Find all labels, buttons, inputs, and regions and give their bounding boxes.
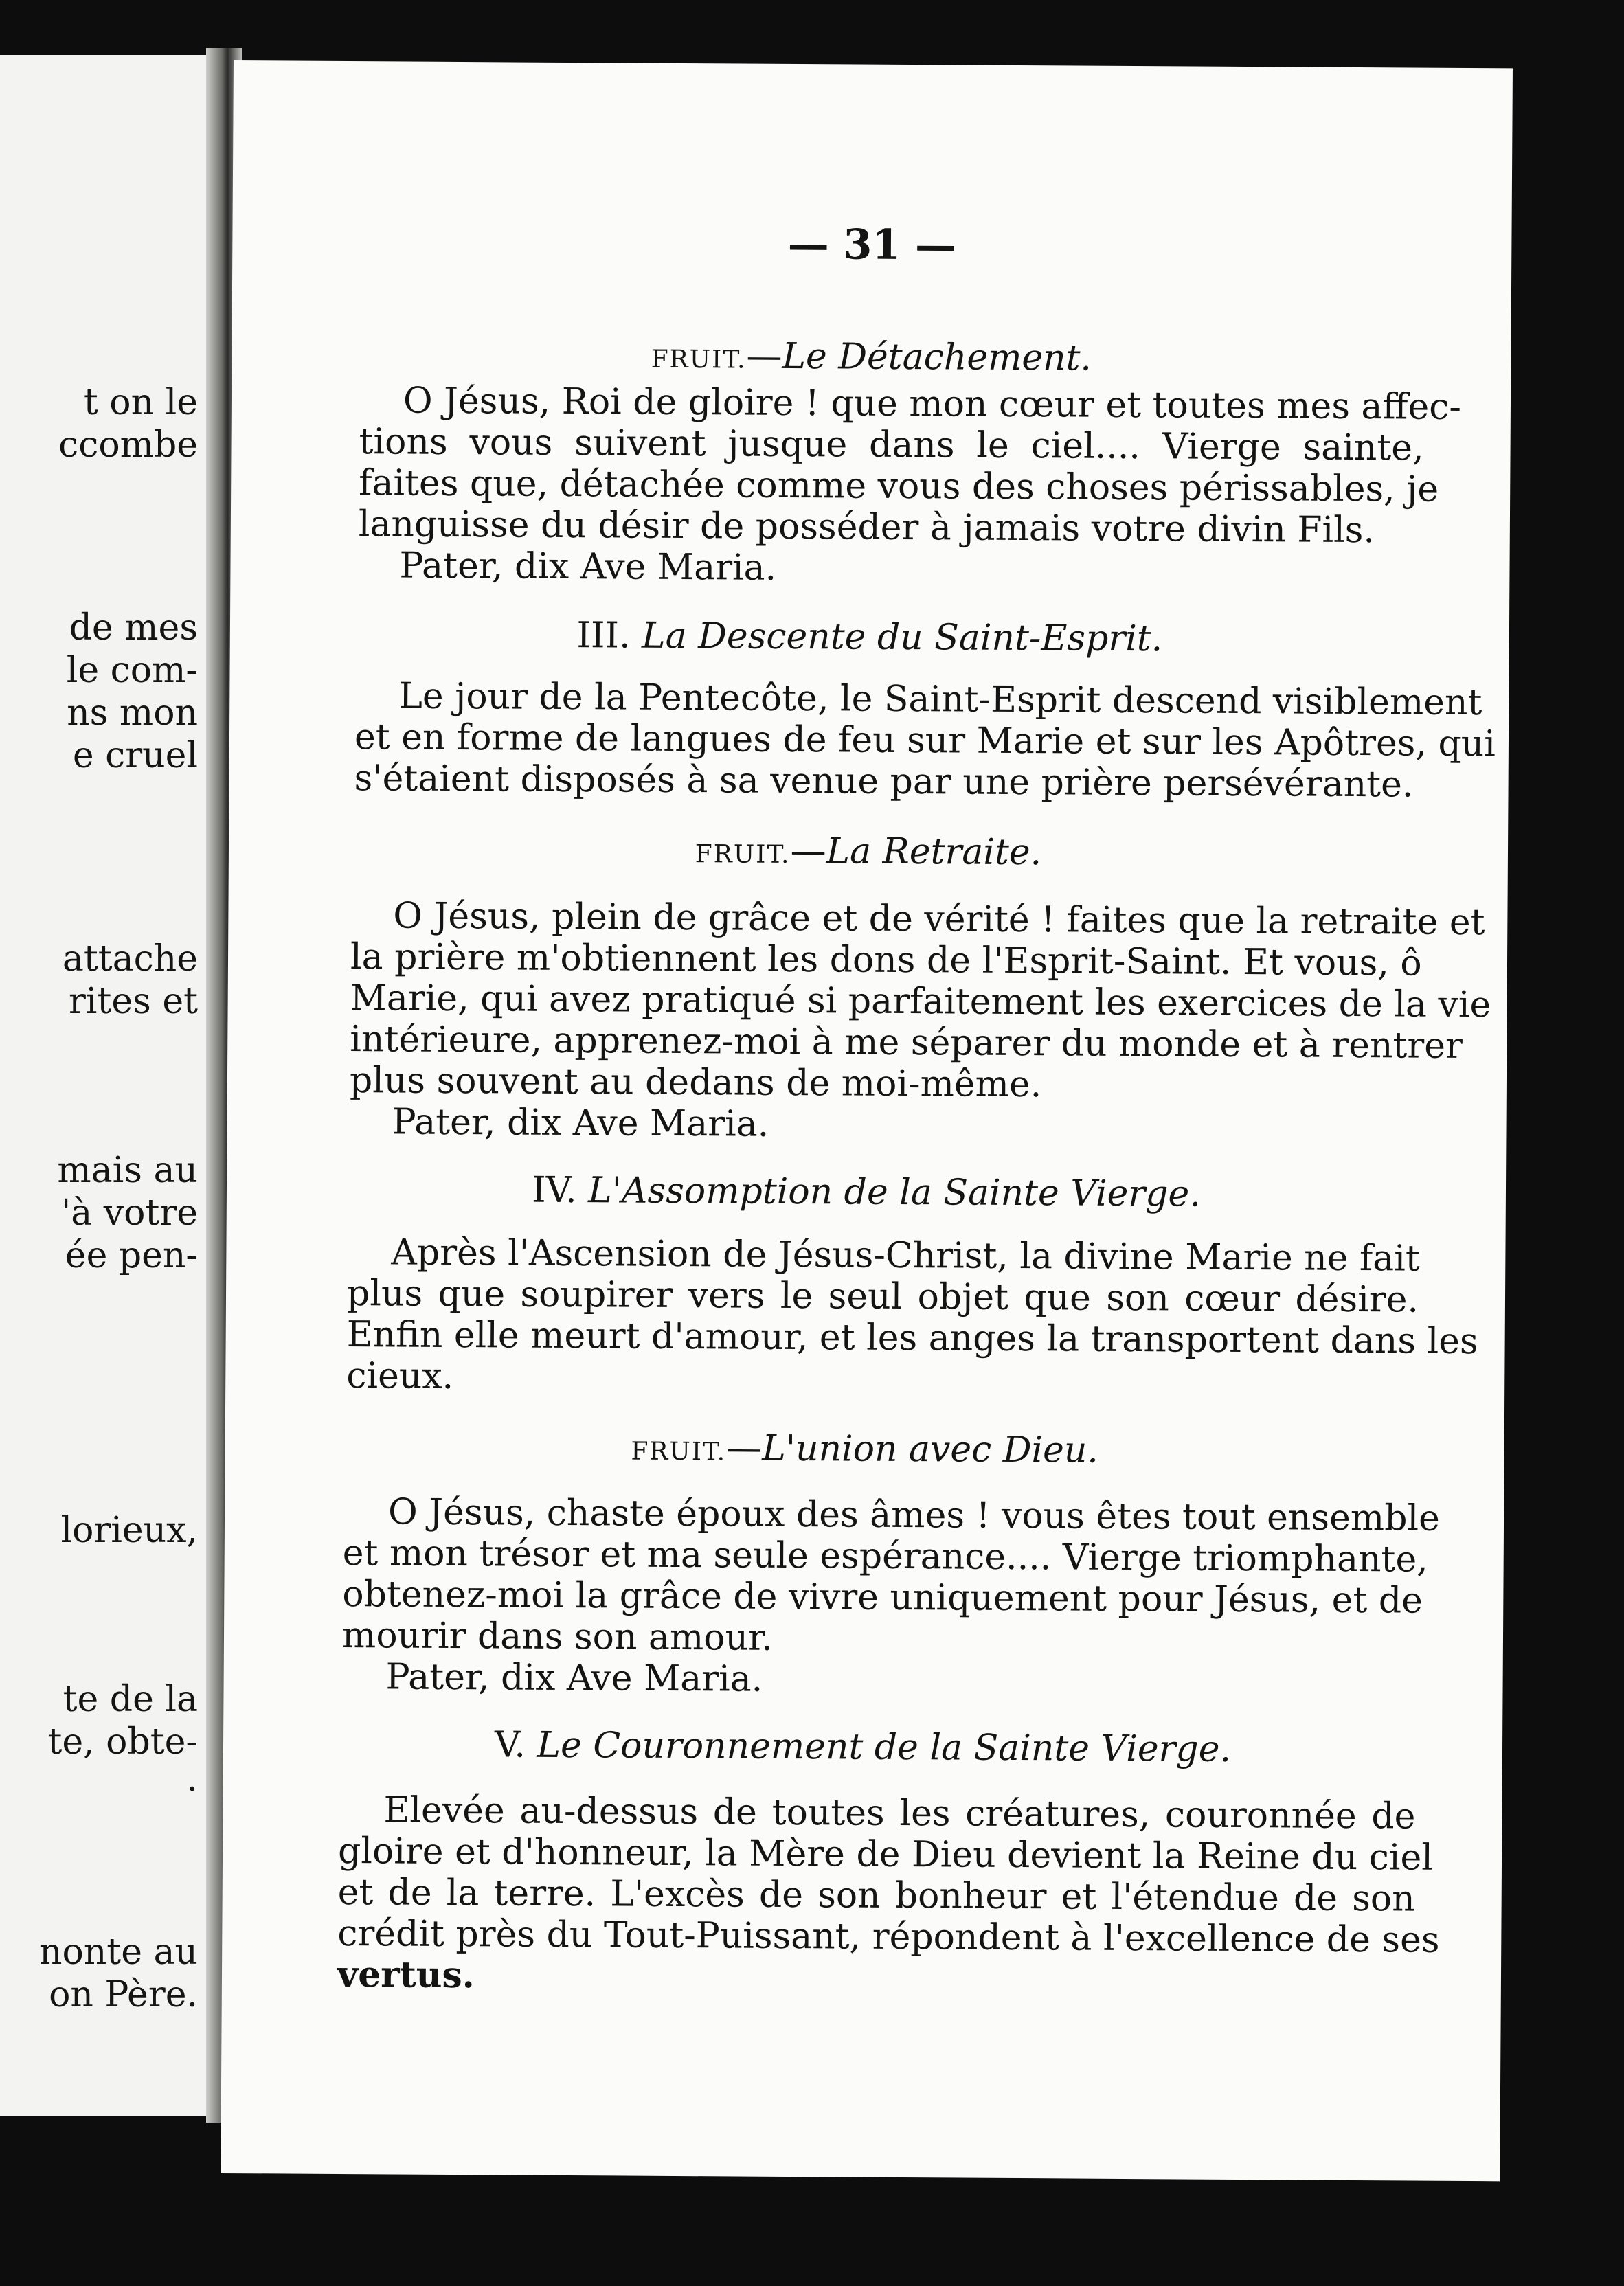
paragraph-line: tions vous suivent jusque dans le ciel.... Vierge sainte, (359, 421, 1424, 469)
paragraph-line: faites que, détachée comme vous des choses périssables, je (359, 462, 1439, 510)
paragraph-line: Après l'Ascension de Jésus-Christ, la divine Marie ne fait (391, 1232, 1420, 1280)
paragraph-line: obtenez-moi la grâce de vivre uniquement pour Jésus, et de (342, 1574, 1423, 1622)
paragraph-line: plus souvent au dedans de moi-même. (349, 1060, 1042, 1106)
mystery-heading (230, 615, 1509, 659)
paragraph-line: s'étaient disposés à sa venue par une prière persévérante. (354, 758, 1414, 806)
paragraph-line: O Jésus, plein de grâce et de vérité ! faites que la retraite et (393, 895, 1485, 944)
fruit-title: L'union avec Dieu. (762, 1427, 1099, 1471)
facing-page (0, 55, 206, 2116)
facing-line: on Père. (49, 1974, 198, 2015)
fruit-label: FRUIT. (695, 840, 791, 869)
fruit-label: FRUIT. (651, 345, 747, 374)
mystery-numeral: V. (494, 1724, 526, 1766)
facing-line: attache (62, 938, 198, 980)
paragraph-line: O Jésus, chaste époux des âmes ! vous êtes tout ensemble (387, 1491, 1441, 1539)
facing-line: te, obte- (47, 1721, 198, 1763)
pater-line: Pater, dix Ave Maria. (392, 1101, 769, 1145)
pater-line: Pater, dix Ave Maria. (385, 1656, 763, 1700)
facing-line: ccombe (58, 425, 198, 466)
facing-line: 'à votre (60, 1192, 198, 1234)
paragraph-line: cieux. (346, 1355, 454, 1397)
fruit-label: FRUIT. (631, 1437, 727, 1467)
page-number: — 31 — (787, 220, 957, 270)
fruit-dash: — (726, 1427, 763, 1469)
paragraph-line: Enfin elle meurt d'amour, et les anges la transportent dans les (346, 1314, 1478, 1363)
mystery-numeral: IV. (531, 1169, 577, 1212)
facing-line: t on le (83, 382, 198, 423)
facing-line: ée pen- (65, 1235, 198, 1276)
facing-line: rites et (68, 981, 198, 1022)
facing-line: lorieux, (60, 1510, 198, 1551)
paragraph-line: la prière m'obtiennent les dons de l'Esprit-Saint. Et vous, ô (350, 936, 1422, 984)
fruit-title: La Retraite. (826, 830, 1042, 874)
paragraph-line: crédit près du Tout-Puissant, répondent à l'excellence de ses (337, 1912, 1440, 1961)
facing-line: nonte au (39, 1932, 198, 1973)
facing-line: . (186, 1758, 198, 1800)
fruit-heading (232, 335, 1511, 378)
paragraph-line: mourir dans son amour. (341, 1615, 773, 1659)
facing-line: de mes (69, 607, 198, 648)
facing-line: e cruel (72, 735, 198, 776)
paragraph-line: plus que soupirer vers le seul objet que son cœur désire. (346, 1273, 1419, 1321)
facing-line: le com- (66, 650, 198, 691)
facing-line: ns mon (67, 692, 198, 734)
paragraph-line: et de la terre. L'excès de son bonheur et l'étendue de son (337, 1871, 1415, 1920)
fruit-heading (229, 830, 1508, 873)
pater-line: Pater, dix Ave Maria. (399, 545, 777, 589)
paragraph-line: Elevée au-dessus de toutes les créatures, couronnée de (383, 1789, 1416, 1837)
book-page (221, 60, 1513, 2181)
mystery-title: La Descente du Saint-Esprit. (641, 615, 1163, 660)
paragraph-line: vertus. (337, 1953, 475, 1997)
mystery-numeral: III. (576, 615, 631, 657)
paragraph-line: languisse du désir de posséder à jamais votre divin Fils. (358, 503, 1375, 552)
mystery-title: Le Couronnement de la Sainte Vierge. (537, 1724, 1232, 1770)
paragraph-line: et mon trésor et ma seule espérance.... Vierge triomphante, (342, 1532, 1428, 1581)
facing-line: mais au (57, 1150, 198, 1191)
paragraph-line: gloire et d'honneur, la Mère de Dieu devient la Reine du ciel (337, 1830, 1434, 1879)
fruit-dash: — (746, 335, 782, 377)
paragraph-line: Marie, qui avez pratiqué si parfaitement les exercices de la vie (350, 977, 1491, 1026)
fruit-heading (225, 1427, 1504, 1471)
fruit-dash: — (790, 830, 826, 872)
mystery-heading (223, 1725, 1502, 1769)
paragraph-line: et en forme de langues de feu sur Marie et sur les Apôtres, qui (354, 716, 1496, 765)
paragraph-line: Le jour de la Pentecôte, le Saint-Esprit descend visiblement (398, 675, 1482, 724)
fruit-title: Le Détachement. (782, 335, 1092, 379)
mystery-title: L'Assomption de la Sainte Vierge. (587, 1170, 1202, 1215)
paragraph-line: intérieure, apprenez-moi à me séparer du monde et à rentrer (350, 1019, 1463, 1067)
paragraph-line: O Jésus, Roi de gloire ! que mon cœur et toutes mes affec- (403, 380, 1462, 428)
mystery-heading (227, 1170, 1506, 1214)
facing-line: te de la (63, 1679, 198, 1720)
